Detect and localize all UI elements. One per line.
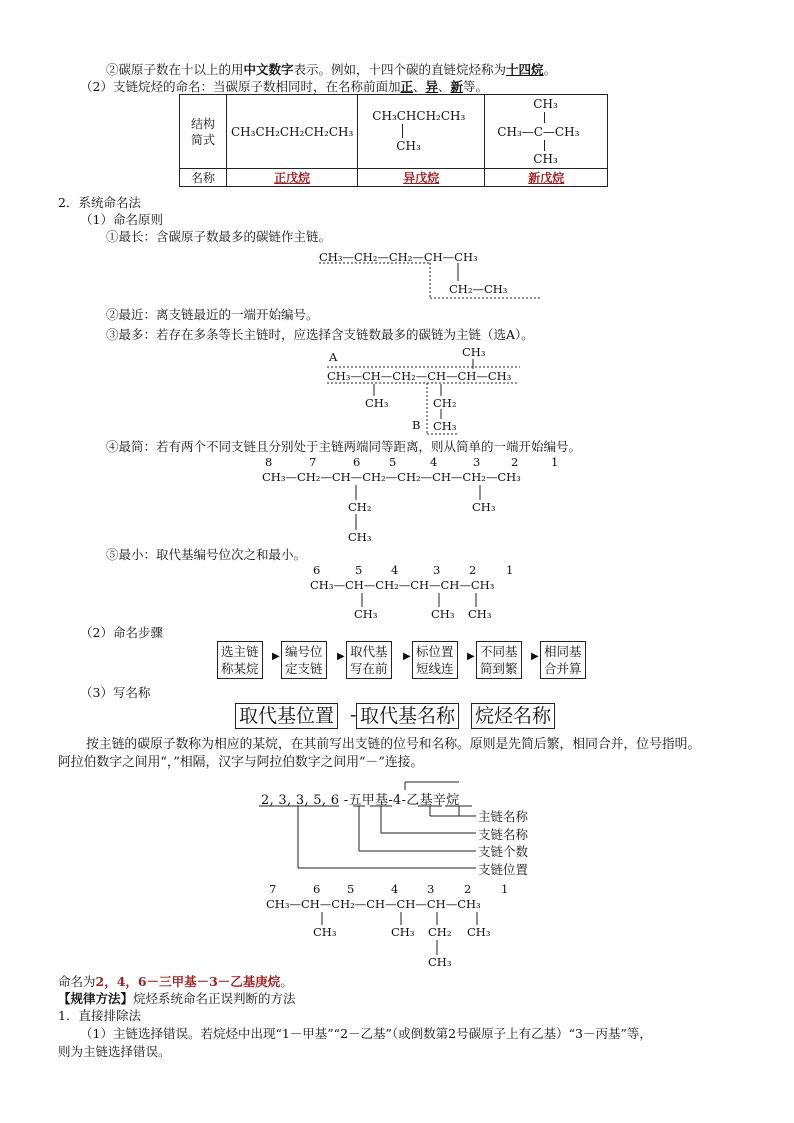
principles-title: （1）命名原则 — [80, 212, 163, 227]
arrow-right-icon: ▶ — [272, 651, 280, 662]
formula4-main: CH₃—CH—CH₂—CH—CH—CH₃ — [310, 578, 495, 592]
step-box-6: 相同基 合并算 — [540, 641, 586, 679]
step-box-5: 不同基 简到繁 — [476, 641, 522, 679]
structure-neopentane: CH₃ CH₃—C—CH₃ CH₃ — [485, 95, 608, 169]
box-dash: - — [350, 704, 357, 726]
rule-note: ②碳原子数在十以上的用中文数字表示。例如，十四个碳的直链烷烃称为十四烷。 — [106, 62, 557, 77]
formula2-label-a: A — [329, 350, 338, 364]
formula3-sub2: CH₃ — [472, 500, 496, 514]
steps-title: （2）命名步骤 — [80, 625, 163, 640]
step-box-1: 选主链 称某烷 — [217, 641, 263, 679]
formula3-sub1a: CH₂ — [348, 500, 372, 514]
formula2-sub2a: CH₂ — [433, 396, 457, 410]
structure-isopentane: CH₃CHCH₂CH₃ CH₃ — [358, 95, 485, 169]
step-box-4: 标位置 短线连 — [412, 641, 458, 679]
box-substituent-name: 取代基名称 — [356, 703, 459, 729]
principle-longest: ①最长：含碳原子数最多的碳链作主链。 — [106, 229, 332, 244]
formula4-sub3: CH₃ — [468, 607, 492, 621]
structure-n-pentane: CH₃CH₂CH₂CH₂CH₃ — [227, 95, 358, 169]
legend-branch-name: 支链名称 — [478, 826, 529, 842]
legend-branch-count: 支链个数 — [478, 844, 529, 859]
branch-naming: （2）支链烷烃的命名：当碳原子数相同时，在名称前面加正、异、新等。 — [80, 79, 489, 94]
formula5-sub2: CH₃ — [391, 925, 415, 939]
formula2-main: CH₃—CH—CH₂—CH—CH—CH₃ — [327, 369, 512, 383]
formula5-sub1: CH₃ — [313, 925, 337, 939]
name-isopentane: 异戊烷 — [358, 169, 485, 187]
paragraph-line1: 按主链的碳原子数称为相应的某烷，在其前写出支链的位号和名称。原则是先简后繁，相同合并，位号指明。 — [86, 737, 701, 752]
box-alkane-name: 烷烃名称 — [471, 703, 555, 729]
formula1-main: CH₃—CH₂—CH₂—CH—CH₃ — [319, 250, 478, 264]
formula4-sub1: CH₃ — [354, 607, 378, 621]
formula2-sub1: CH₃ — [365, 396, 389, 410]
principle-simplest: ④最简：若有两个不同支链且分别处于主链两端同等距离，则从简单的一端开始编号。 — [106, 439, 582, 454]
arrow-right-icon: ▶ — [337, 651, 345, 662]
write-title: （3）写名称 — [80, 685, 151, 700]
formula5-sub4: CH₃ — [467, 925, 491, 939]
paragraph-line2: 阿拉伯数字之间用“，”相隔，汉字与阿拉伯数字之间用“－”连接。 — [58, 755, 424, 770]
arrow-right-icon: ▶ — [467, 651, 475, 662]
principle-smallest: ⑤最小：取代基编号位次之和最小。 — [106, 547, 307, 562]
formula5-bottom: CH₃ — [428, 955, 452, 969]
section-heading: 2．系统命名法 — [58, 195, 141, 210]
arrow-right-icon: ▶ — [403, 651, 411, 662]
legend-main-chain: 主链名称 — [478, 809, 529, 824]
example-name: 2, 3, 3, 5, 6 -五甲基-4-乙基辛烷 — [261, 793, 460, 808]
formula3-main: CH₃—CH₂—CH—CH₂—CH₂—CH—CH₂—CH₃ — [262, 470, 521, 484]
name-n-pentane: 正戊烷 — [227, 169, 358, 187]
table-header-name: 名称 — [180, 169, 227, 187]
principle-most: ③最多：若存在多条等长主链时，应选择含支链数最多的碳链为主链（选A）。 — [106, 327, 534, 342]
formula2-top: CH₃ — [462, 345, 486, 359]
step-box-3: 取代基 写在前 — [346, 641, 392, 679]
formula5-sub3: CH₂ — [428, 925, 452, 939]
rule-method-heading: 【规律方法】烷烃系统命名正误判断的方法 — [58, 991, 296, 1006]
formula3-sub1b: CH₃ — [348, 530, 372, 544]
formula2-sub2b: CH₃ — [433, 419, 457, 433]
principle-nearest: ②最近：离支链最近的一端开始编号。 — [106, 307, 319, 322]
item1-text-line1: （1）主链选择错误。若烷烃中出现“1－甲基”“2－乙基”（或倒数第2号碳原子上有乙基）“3－丙基”等， — [80, 1026, 652, 1041]
legend-branch-position: 支链位置 — [478, 861, 529, 877]
formula5-main: CH₃—CH—CH₂—CH—CH—CH—CH₃ — [266, 897, 481, 911]
item1-heading: 1．直接排除法 — [58, 1008, 141, 1023]
formula2-label-b: B — [412, 418, 421, 432]
step-box-2: 编号位 定支链 — [281, 641, 327, 679]
name-neopentane: 新戊烷 — [485, 169, 608, 187]
item1-text-line2: 则为主链选择错误。 — [58, 1044, 171, 1059]
box-substituent-position: 取代基位置 — [235, 703, 338, 729]
result-line: 命名为2，4，6－三甲基－3－乙基庚烷。 — [58, 974, 293, 989]
arrow-right-icon: ▶ — [531, 651, 539, 662]
table-header-structure: 结构 简式 — [180, 95, 227, 169]
formula4-sub2: CH₃ — [431, 607, 455, 621]
formula1-sub: CH₂—CH₃ — [449, 282, 508, 296]
